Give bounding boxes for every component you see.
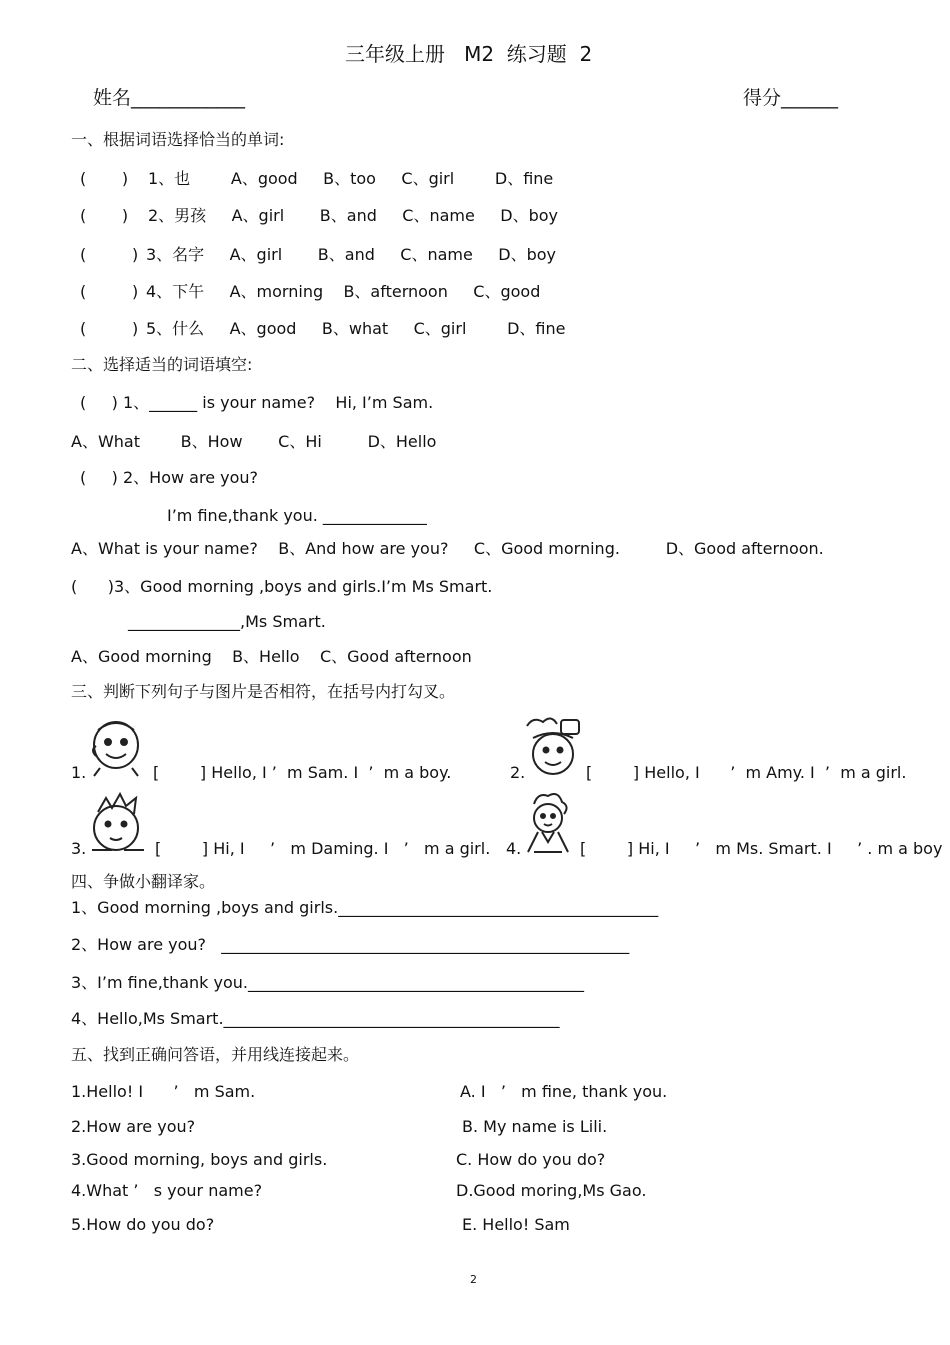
page-number: 2 — [470, 1273, 477, 1286]
s3-item3-text: [ ] Hi, I ’ m Daming. I ’ m a girl. — [155, 839, 491, 858]
s1-q5-paren: ( ) — [80, 319, 139, 338]
s4-line-4: 4、Hello,Ms Smart.__________________________________________ — [71, 1009, 560, 1028]
s4-line-3: 3、I’m fine,thank you.__________________________________________ — [71, 973, 584, 992]
section-3-heading: 三、判断下列句子与图片是否相符，在括号内打勾叉。 — [71, 682, 456, 701]
s3-item4-text: [ ] Hi, I ’ m Ms. Smart. I ’ . m a boy — [580, 839, 943, 858]
boy-daming-illustration — [84, 792, 148, 856]
page-title: 三年级上册 M2 练习题 2 — [345, 42, 593, 66]
s3-item1-number: 1. — [71, 763, 87, 782]
s4-line-1: 1、Good morning ,boys and girls.________________________________________ — [71, 898, 659, 917]
s1-q4-text: 4、下午 A、morning B、afternoon C、good — [146, 282, 541, 301]
s1-q5-text: 5、什么 A、good B、what C、girl D、fine — [146, 319, 566, 338]
s1-q1-text: 1、也 A、good B、too C、girl D、fine — [148, 169, 554, 188]
s1-q2-paren: ( ) — [80, 206, 129, 225]
girl-amy-illustration — [521, 716, 585, 778]
s2-q2-options: A、What is your name? B、And how are you? C、Good morning. D、Good afternoon. — [71, 539, 824, 558]
s2-q3-text: ( )3、Good morning ,boys and girls.I’m Ms Smart. — [71, 577, 493, 596]
s4-line-2: 2、How are you? ___________________________________________________ — [71, 935, 630, 954]
s1-q3-paren: ( ) — [80, 245, 139, 264]
s5-right-item: A. I ’ m fine, thank you. — [460, 1082, 668, 1101]
section-4-heading: 四、争做小翻译家。 — [71, 872, 216, 891]
section-1-heading: 一、根据词语选择恰当的单词: — [71, 130, 285, 149]
s2-q2-text: ( ) 2、How are you? — [80, 468, 259, 487]
s5-right-item: B. My name is Lili. — [462, 1117, 608, 1136]
s5-left-item: 1.Hello! I ’ m Sam. — [71, 1082, 256, 1101]
s5-left-item: 2.How are you? — [71, 1117, 196, 1136]
s5-right-item: C. How do you do? — [456, 1150, 606, 1169]
s5-left-item: 4.What ’ s your name? — [71, 1181, 263, 1200]
s1-q4-paren: ( ) — [80, 282, 139, 301]
s1-q1-paren: ( ) — [80, 169, 129, 188]
score-field-label: 得分______ — [743, 87, 839, 109]
section-2-heading: 二、选择适当的词语填空: — [71, 355, 253, 374]
s2-q2-blank-line: I’m fine,thank you. _____________ — [167, 506, 427, 525]
s5-left-item: 5.How do you do? — [71, 1215, 215, 1234]
s3-item2-text: [ ] Hello, I ’ m Amy. I ’ m a girl. — [586, 763, 907, 782]
s5-right-item: E. Hello! Sam — [462, 1215, 570, 1234]
section-5-heading: 五、找到正确问答语，并用线连接起来。 — [71, 1045, 360, 1064]
s2-q3-blank-line: ______________,Ms Smart. — [128, 612, 326, 631]
boy-sam-illustration — [86, 718, 146, 780]
s5-left-item: 3.Good morning, boys and girls. — [71, 1150, 328, 1169]
ms-smart-illustration — [520, 792, 576, 856]
s2-q3-options: A、Good morning B、Hello C、Good afternoon — [71, 647, 472, 666]
s2-q1-text: ( ) 1、______ is your name? Hi, I’m Sam. — [80, 393, 434, 412]
s2-q1-options: A、What B、How C、Hi D、Hello — [71, 432, 437, 451]
s3-item2-number: 2. — [510, 763, 526, 782]
s3-item1-text: [ ] Hello, I ’ m Sam. I ’ m a boy. — [153, 763, 452, 782]
s1-q2-text: 2、男孩 A、girl B、and C、name D、boy — [148, 206, 559, 225]
name-field-label: 姓名____________ — [93, 87, 246, 109]
s3-item4-number: 4. — [506, 839, 522, 858]
s5-right-item: D.Good moring,Ms Gao. — [456, 1181, 647, 1200]
s3-item3-number: 3. — [71, 839, 87, 858]
s1-q3-text: 3、名字 A、girl B、and C、name D、boy — [146, 245, 557, 264]
